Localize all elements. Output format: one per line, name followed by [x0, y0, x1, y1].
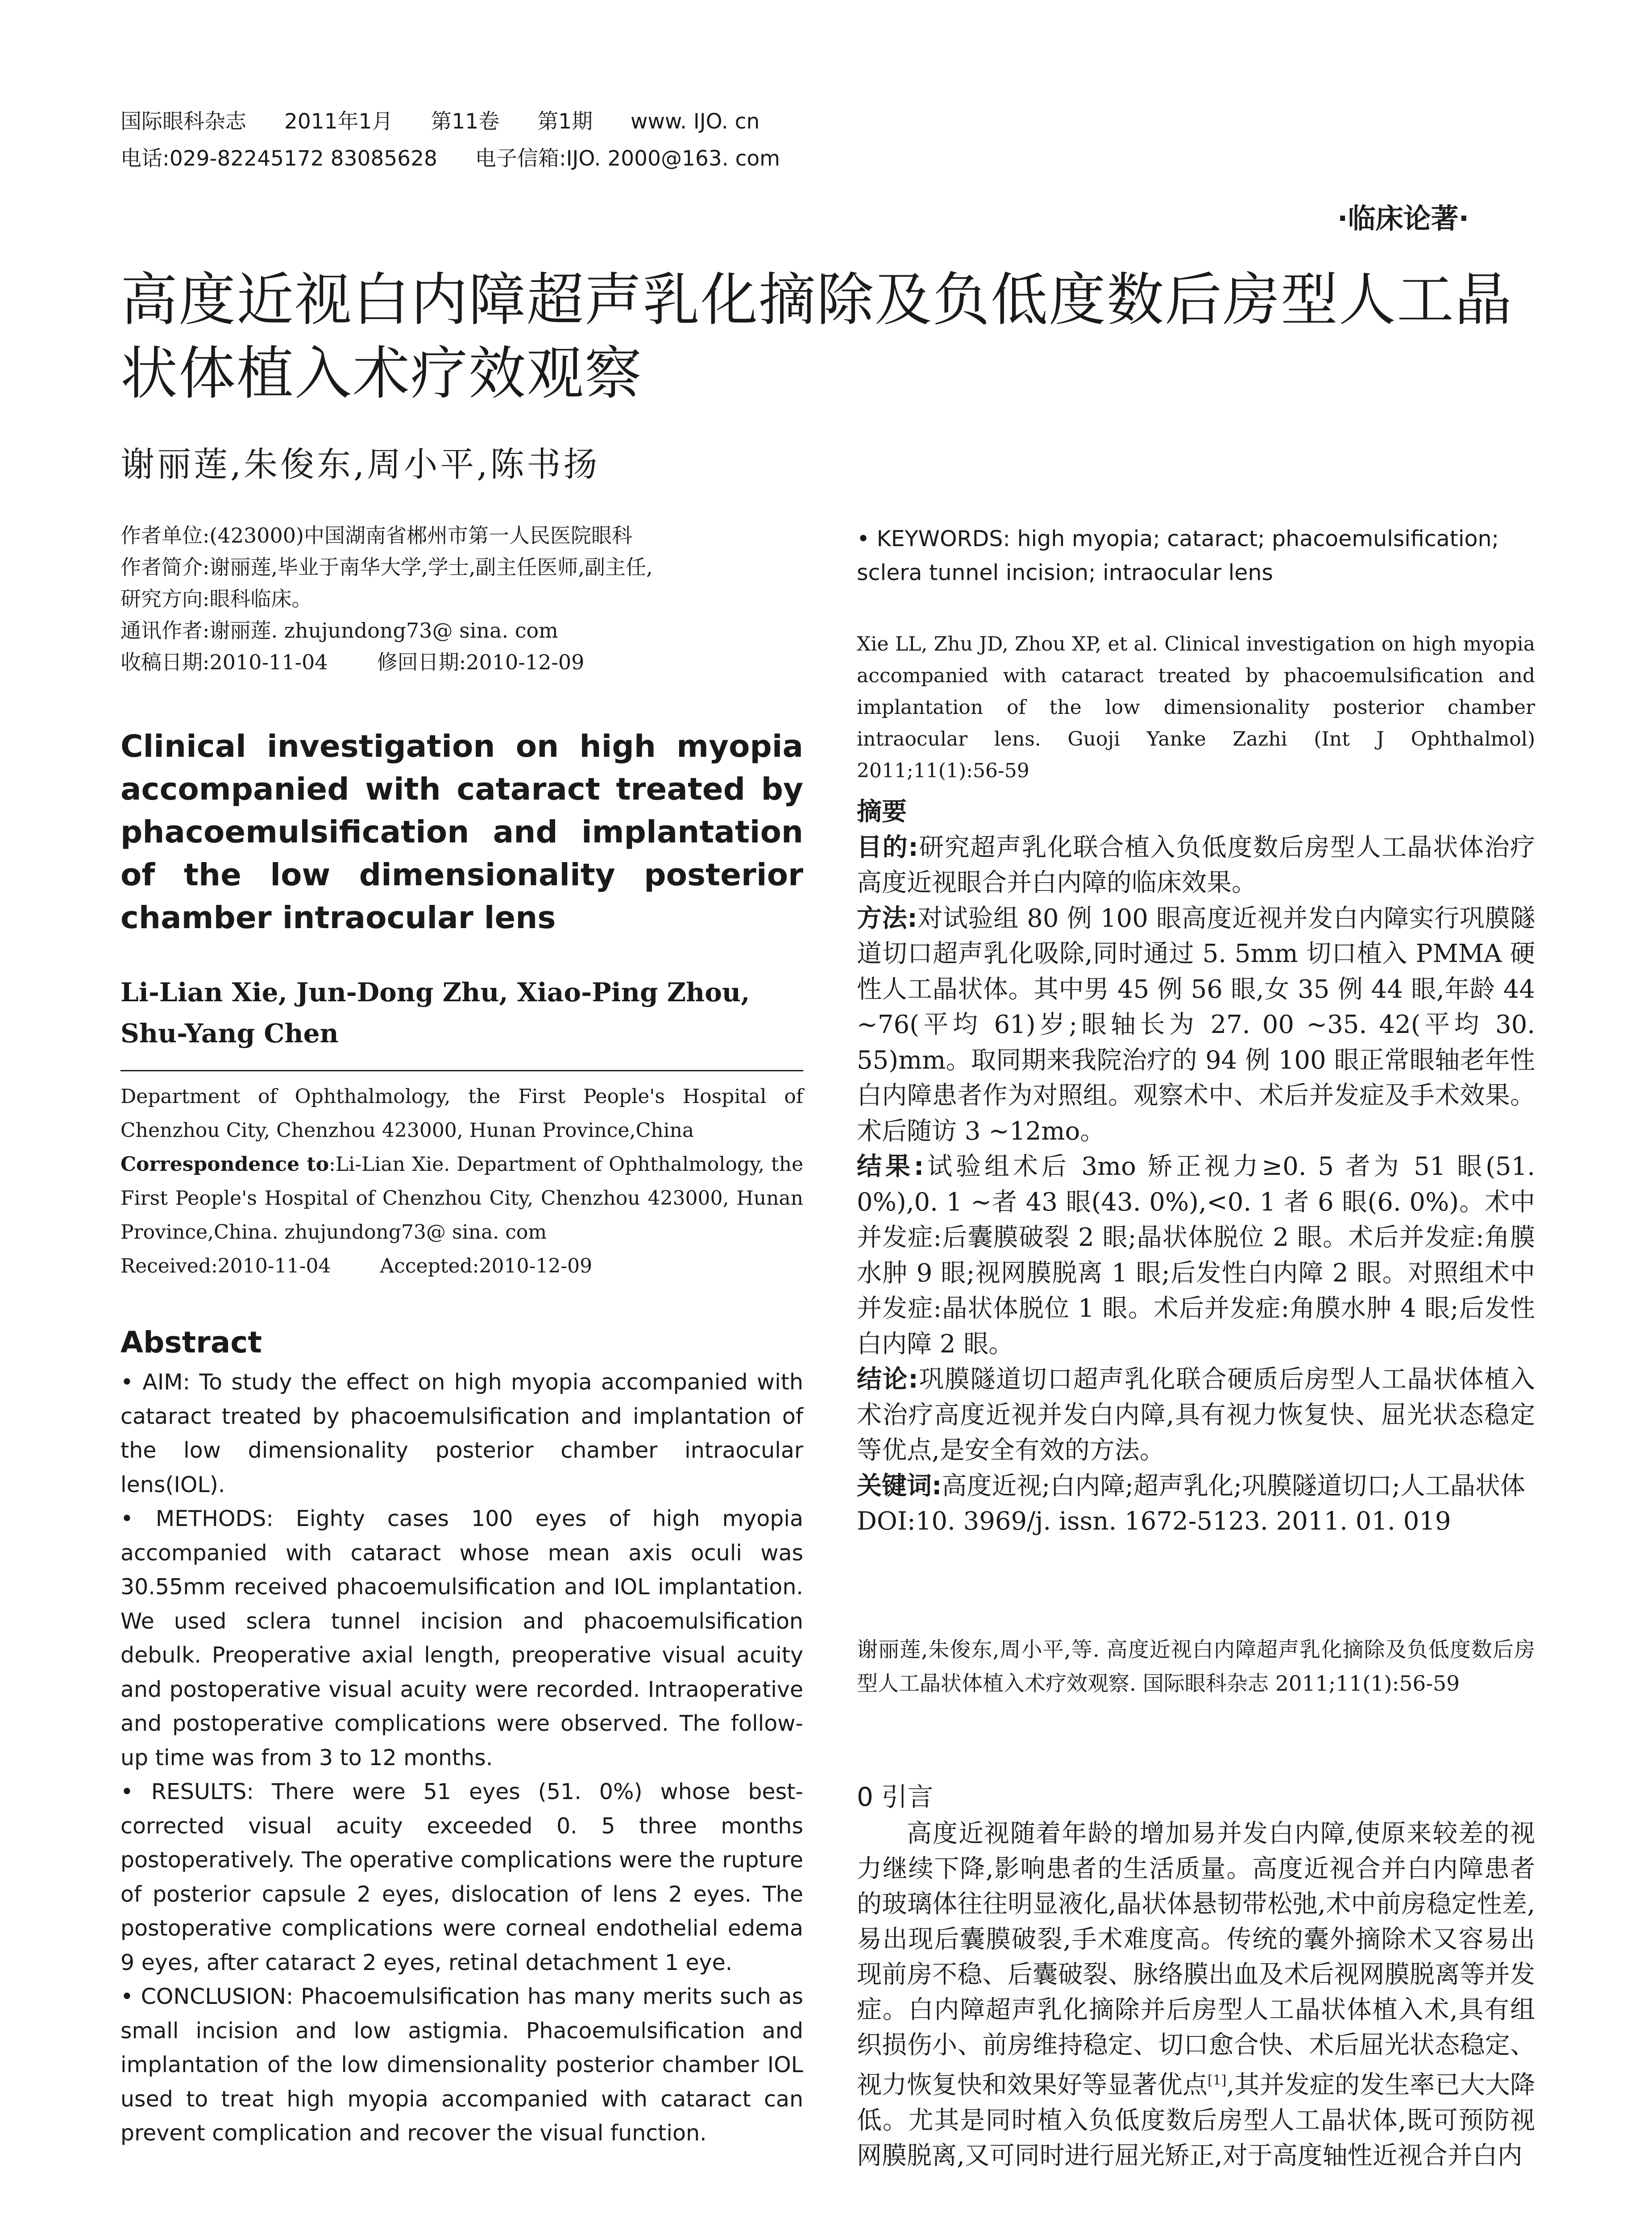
- methods-text: 对试验组 80 例 100 眼高度近视并发白内障实行巩膜隧道切口超声乳化吸除,同时通过 5. 5mm 切口植入 PMMA 硬性人工晶状体。其中男 45 例 56 眼,女 35 例 44 眼,年龄 44 ~76(平均 61)岁;眼轴长为 27. 00 ~35. 42(平均 30. 55)mm。取同期来我院治疗的 94 例 100 眼正常眼轴老年性白内障患者作为对照组。观察术中、术后并发症及手术效果。术后随访 3 ~12mo。: [857, 904, 1536, 1146]
- section-tag: ·临床论著·: [1337, 202, 1469, 235]
- citation-en: Xie LL, Zhu JD, Zhou XP, et al. Clinical investigation on high myopia accompanied with cataract treated by phacoemulsification and implantation of the low dimensionality posterior chamber intraocular lens. Guoji Yanke Zazhi (Int J Ophthalmol) 2011;11(1):56-59: [857, 633, 1535, 782]
- aim-label: 目的:: [857, 833, 918, 862]
- title-cn: 高度近视白内障超声乳化摘除及负低度数后房型人工晶状体植入术疗效观察: [120, 267, 1513, 407]
- abstract-cn-results: [857, 1149, 1535, 1362]
- divider: [120, 1070, 803, 1071]
- volume: 第11卷: [431, 109, 500, 134]
- abstract-cn-conclusion: [857, 1362, 1535, 1468]
- department-en: [120, 1080, 803, 1283]
- accepted-en: Accepted:2010-12-09: [380, 1255, 593, 1277]
- intro-text-1: 高度近视随着年龄的增加易并发白内障,使原来较差的视力继续下降,影响患者的生活质量。高度近视合并白内障患者的玻璃体往往明显液化,晶状体悬韧带松弛,术中前房稳定性差,易出现后囊膜破裂,手术难度高。传统的囊外摘除术又容易出现前房不稳、后囊破裂、脉络膜出血及术后视网膜脱离等并发症。白内障超声乳化摘除并后房型人工晶状体植入术,具有组织损伤小、前房维持稳定、切口愈合快、术后屈光状态稳定、视力恢复快和效果好等显著优点: [857, 1819, 1535, 2100]
- dates-cn: [120, 647, 803, 678]
- author-unit: 作者单位:(423000)中国湖南省郴州市第一人民医院眼科: [120, 523, 632, 547]
- phone: 电话:029-82245172 83085628: [120, 146, 437, 171]
- intro-text-2: ,其并发症的发生率已大大降低。尤其是同时植入负低度数后房型人工晶状体,既可预防视网膜脱离,又可同时进行屈光矫正,对于高度轴性近视合并白内: [857, 2070, 1536, 2170]
- doi: DOI:10. 3969/j. issn. 1672-5123. 2011. 01. 019: [857, 1507, 1451, 1536]
- journal-name: 国际眼科杂志: [120, 109, 246, 134]
- results-label: 结果:: [857, 1152, 924, 1181]
- correspondence-en: :Li-Lian Xie. Department of Ophthalmology, the First People's Hospital of Chenzhou City, Chenzhou 423000, Hunan Province,China. zhujundong73@ sina. com: [120, 1153, 803, 1244]
- issue-date: 2011年1月: [284, 109, 393, 134]
- abstract-en: [120, 1365, 803, 2151]
- title-en: Clinical investigation on high myopia accompanied with cataract treated by phacoemulsification and implantation of the low dimensionality posterior chamber intraocular lens: [120, 729, 803, 936]
- citation-cn: 谢丽莲,朱俊东,周小平,等. 高度近视白内障超声乳化摘除及负低度数后房型人工晶状体植入术疗效观察. 国际眼科杂志 2011;11(1):56-59: [857, 1638, 1535, 1696]
- abstract-cn-keywords: [857, 1468, 1535, 1504]
- methods-label: 方法:: [857, 904, 917, 933]
- results-text: 试验组术后 3mo 矫正视力≥0. 5 者为 51 眼(51. 0%),0. 1 ~者 43 眼(43. 0%),<0. 1 者 6 眼(6. 0%)。术中并发症:后囊膜破裂 2 眼;晶状体脱位 2 眼。术后并发症:角膜水肿 9 眼;视网膜脱离 1 眼;后发性白内障 2 眼。对照组术中并发症:晶状体脱位 1 眼。术后并发症:角膜水肿 4 眼;后发性白内障 2 眼。: [857, 1152, 1535, 1359]
- author-bio-2: 研究方向:眼科临床。: [120, 587, 312, 611]
- keywords-en: • KEYWORDS: high myopia; cataract; phacoemulsification; sclera tunnel incision; intraocular lens: [857, 526, 1499, 585]
- abstract-cn-heading: 摘要: [857, 797, 907, 826]
- intro-paragraph: [857, 1816, 1535, 2173]
- revised-cn: 修回日期:2010-12-09: [377, 650, 585, 674]
- correspondence-label: Correspondence to: [120, 1153, 329, 1176]
- abstract-cn: [857, 794, 1535, 1539]
- aim-text: 研究超声乳化联合植入负低度数后房型人工晶状体治疗高度近视眼合并白内障的临床效果。: [857, 833, 1536, 897]
- abstract-heading: Abstract: [120, 1325, 262, 1360]
- abstract-cn-methods: [857, 901, 1535, 1149]
- email: 电子信箱:IJO. 2000@163. com: [475, 146, 780, 171]
- correspondence-cn: 通讯作者:谢丽莲. zhujundong73@ sina. com: [120, 618, 558, 643]
- conclusion-text: 巩膜隧道切口超声乳化联合硬质后房型人工晶状体植入术治疗高度近视并发白内障,具有视力恢复快、屈光状态稳定等优点,是安全有效的方法。: [857, 1365, 1536, 1465]
- department: Department of Ophthalmology, the First People's Hospital of Chenzhou City, Chenzhou 423000, Hunan Province,China: [120, 1085, 803, 1142]
- keywords-label: 关键词:: [857, 1471, 942, 1501]
- author-bio-1: 作者简介:谢丽莲,毕业于南华大学,学士,副主任医师,副主任,: [120, 555, 653, 579]
- journal-header-line-2: [120, 142, 811, 172]
- received-cn: 收稿日期:2010-11-04: [120, 650, 328, 674]
- intro-heading: 0 引言: [857, 1782, 934, 1812]
- conclusion-label: 结论:: [857, 1365, 918, 1394]
- website-link[interactable]: www. IJO. cn: [631, 109, 760, 134]
- authors-en: Li-Lian Xie, Jun-Dong Zhu, Xiao-Ping Zhou, Shu-Yang Chen: [120, 977, 750, 1049]
- abstract-cn-aim: [857, 830, 1535, 901]
- abstract-methods: • METHODS: Eighty cases 100 eyes of high myopia accompanied with cataract whose mean axis oculi was 30.55mm received phacoemulsification and IOL implantation. We used sclera tunnel incision and phacoemulsification debulk. Preoperative axial length, preoperative visual acuity and postoperative visual acuity were recorded. Intraoperative and postoperative complications were observed. The follow-up time was from 3 to 12 months.: [120, 1506, 803, 1771]
- received-en: Received:2010-11-04: [120, 1255, 331, 1277]
- abstract-results: • RESULTS: There were 51 eyes (51. 0%) whose best-corrected visual acuity exceeded 0. 5 three months postoperatively. The operative complications were the rupture of posterior capsule 2 eyes, dislocation of lens 2 eyes. The postoperative complications were corneal endothelial edema 9 eyes, after cataract 2 eyes, retinal detachment 1 eye.: [120, 1779, 803, 1975]
- abstract-conclusion: • CONCLUSION: Phacoemulsification has many merits such as small incision and low astigmia. Phacoemulsification and implantation of the low dimensionality posterior chamber IOL used to treat high myopia accompanied with cataract can prevent complication and recover the visual function.: [120, 1984, 803, 2146]
- author-info: [120, 520, 803, 678]
- abstract-aim: • AIM: To study the effect on high myopia accompanied with cataract treated by phacoemulsification and implantation of the low dimensionality posterior chamber intraocular lens(IOL).: [120, 1369, 803, 1497]
- authors-cn: 谢丽莲,朱俊东,周小平,陈书扬: [120, 444, 600, 484]
- keywords-text: 高度近视;白内障;超声乳化;巩膜隧道切口;人工晶状体: [942, 1471, 1525, 1501]
- reference-marker[interactable]: [1]: [1208, 2073, 1227, 2088]
- journal-header-line-1: [120, 105, 791, 135]
- issue: 第1期: [537, 109, 593, 134]
